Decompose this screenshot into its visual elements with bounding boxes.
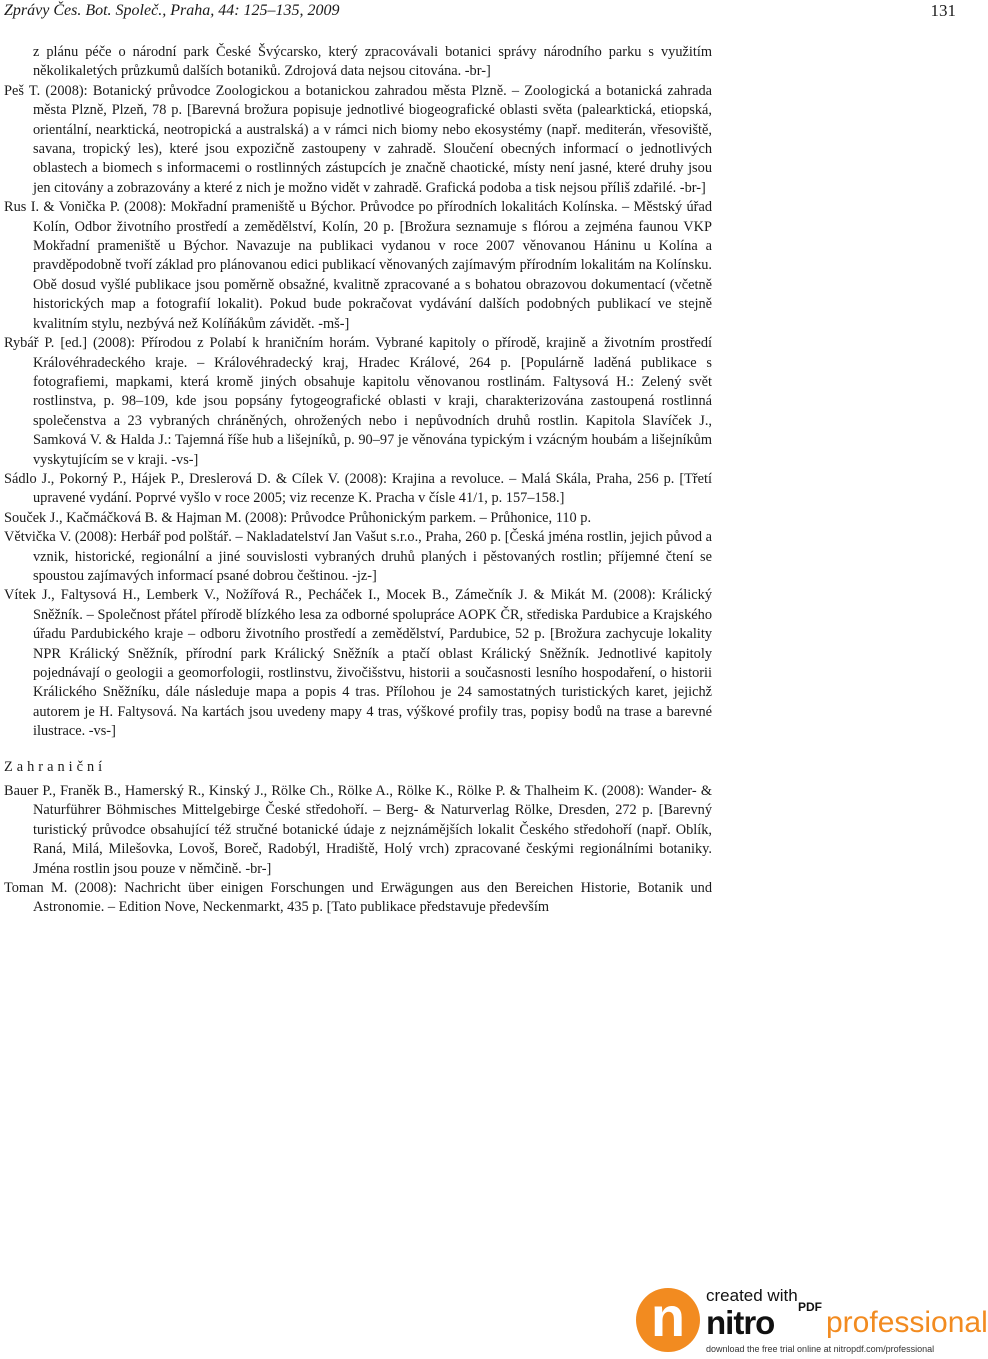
- bibliography-entry: Toman M. (2008): Nachricht über einigen Forschungen und Erwägungen aus den Bereichen Historie, Botanik und Astronomie. – Edition Nove, Neckenmarkt, 435 p. [Tato publikace představuje především: [4, 880, 712, 916]
- bibliography-entry: Rus I. & Vonička P. (2008): Mokřadní prameniště u Býchor. Průvodce po přírodních lokalitách Kolínska. – Městský úřad Kolín, Odbor životního prostředí a zemědělství, Kolín, 20 p. [Brožura seznamuje s flórou a zejména faunou VKP Mokřadní prameniště u Býchor. Navazuje na publikaci vydanou v roce 2007 věnovanou Háninu u Kolína a pravděpodobně tvoří základ pro plánovanou edici publikací věnovaných zajímavým přírodním lokalitám na Kolínsku. Obě dosud vyšlé publikace jsou poměrně obsažné, kvalitně zpracované a s bohatou obrazovou dokumentací (včetně historických map a fotografií lokalit). Pokud bude pokračovat vydávání dalších podobných publikací ve stejně kvalitním stylu, nezbývá než Kolíňákům závidět. -mš-]: [4, 199, 712, 332]
- bibliography-entry: Větvička V. (2008): Herbář pod polštář. – Nakladatelství Jan Vašut s.r.o., Praha, 260 p. [Česká jména rostlin, jejich původ a vznik, historické, regionální a jiné souvislosti vybraných druhů planých i pěstovaných rostlin; příjemné čtení se spoustou zajímavých informací psané dobrou češtinou. -jz-]: [4, 529, 712, 584]
- page-header: [4, 0, 956, 26]
- nitro-pdf-watermark: [636, 1278, 988, 1356]
- section-heading: Zahraniční: [4, 758, 107, 775]
- page-body: [4, 43, 712, 918]
- journal-citation: Zprávy Čes. Bot. Společ., Praha, 44: 125–135, 2009: [4, 2, 340, 19]
- watermark-download-note: download the free trial online at nitropdf.com/professional: [706, 1344, 935, 1354]
- page-number: 131: [930, 1, 956, 20]
- watermark-pdf: PDF: [798, 1300, 822, 1314]
- bibliography-entry: Vítek J., Faltysová H., Lemberk V., Nožířová R., Pecháček I., Mocek B., Zámečník J. & Mikát M. (2008): Králický Sněžník. – Společnost přátel přírodě blízkého lesa za odborné spolupráce AOPK ČR, střediska Pardubice a Krajského úřadu Pardubického kraje – odboru životního prostředí a zemědělství, Pardubice, 52 p. [Brožura zachycuje lokality NPR Králický Sněžník, přírodní park Králický Sněžník a ptačí oblast Králický Sněžník. Jednotlivé kapitoly pojednávají o geologii a geomorfologii, rostlinstvu, živočišstvu, historii a současnosti lesního hospodaření, o historii Králického Sněžníku, dále následuje mapa a popis 4 tras. Přílohou je 24 samostatných turistických karet, jejichž autorem je H. Faltysová. Na kartách jsou uvedeny mapy 4 tras, výškové profily tras, popisy bodů na trase a barevné ilustrace. -vs-]: [4, 587, 712, 740]
- bibliography-entry: Peš T. (2008): Botanický průvodce Zoologickou a botanickou zahradou města Plzně. – Zoologická a botanická zahrada města Plzně, Plzeň, 78 p. [Barevná brožura popisuje jednotlivé biogeografické oblasti světa (palearktická, etiopská, orientální, nearktická, neotropická a australská) a v rámci nich biomy nebo ekosystémy (např. mediterán, vřesoviště, savana, tropický les), které jsou expozičně zastoupeny v zahradě. Sloučení obecných informací o jednotlivých oblastech a biomech s informacemi o rostlinných zástupcích je značně chaotické, místy není jasné, které druhy jsou jen citovány a zobrazovány a které z nich je možno vidět v zahradě. Grafická podoba a tisk nejsou příliš zdařilé. -br-]: [4, 82, 712, 196]
- bibliography-entry: Souček J., Kačmáčková B. & Hajman M. (2008): Průvodce Průhonickým parkem. – Průhonice, 110 p.: [4, 509, 592, 526]
- bibliography-entry: Sádlo J., Pokorný P., Hájek P., Dreslerová D. & Cílek V. (2008): Krajina a revoluce. – Malá Skála, Praha, 256 p. [Třetí upravené vydání. Poprvé vyšlo v roce 2005; viz recenze K. Pracha v čísle 41/1, p. 157–158.]: [4, 470, 712, 507]
- intro-paragraph: z plánu péče o národní park České Švýcarsko, který zpracovávali botanici správy národního parku s využitím několikaletých průzkumů dalších botaniků. Zdrojová data nejsou citována. -br-]: [33, 44, 712, 80]
- watermark-nitro: nitro: [706, 1304, 775, 1341]
- nitro-logo-icon: [636, 1285, 700, 1352]
- nitro-logo-letter: n: [650, 1285, 686, 1348]
- bibliography-entry: Rybář P. [ed.] (2008): Přírodou z Polabí k hraničním horám. Vybrané kapitoly o přírodě, krajině a životním prostředí Královéhradeckého kraje. – Královéhradecký kraj, Hradec Králové, 264 p. [Populárně laděná publikace s fotografiemi, mapkami, která kromě jiných obsahuje kapitolu věnovanou rostlinám. Faltysová H.: Zelený svět rostlinstva, p. 98–109, kde jsou popsány fytogeografické oblasti v kraji, charakterizována zastoupená rostlinná společenstva a 23 vybraných chráněných, ohrožených nebo i nepůvodních druhů rostlin. Kapitola Slavíček J., Samková V. & Halda J.: Tajemná říše hub a lišejníků, p. 90–97 je věnována typickým i vzácným houbám a lišejníkům vyskytujícím se v kraji. -vs-]: [4, 335, 712, 468]
- bibliography-entry: Bauer P., Franěk B., Hamerský R., Kinský J., Rölke Ch., Rölke A., Rölke K., Rölke P. & Thalheim K. (2008): Wander- & Naturführer Böhmisches Mittelgebirge České středohoří. – Berg- & Naturverlag Rölke, Dresden, 272 p. [Barevný turistický průvodce obsahující též stručné botanické údaje z nejznámějších lokalit Českého středohoří (např. Oblík, Raná, Milá, Milešovka, Lovoš, Boreč, Radobýl, Hradiště, Holý vrch) zpracované českými regionálními botaniky. Jména rostlin jsou pouze v němčině. -br-]: [4, 783, 712, 877]
- watermark-created-with: created with: [706, 1286, 798, 1305]
- watermark-professional: professional: [826, 1306, 988, 1339]
